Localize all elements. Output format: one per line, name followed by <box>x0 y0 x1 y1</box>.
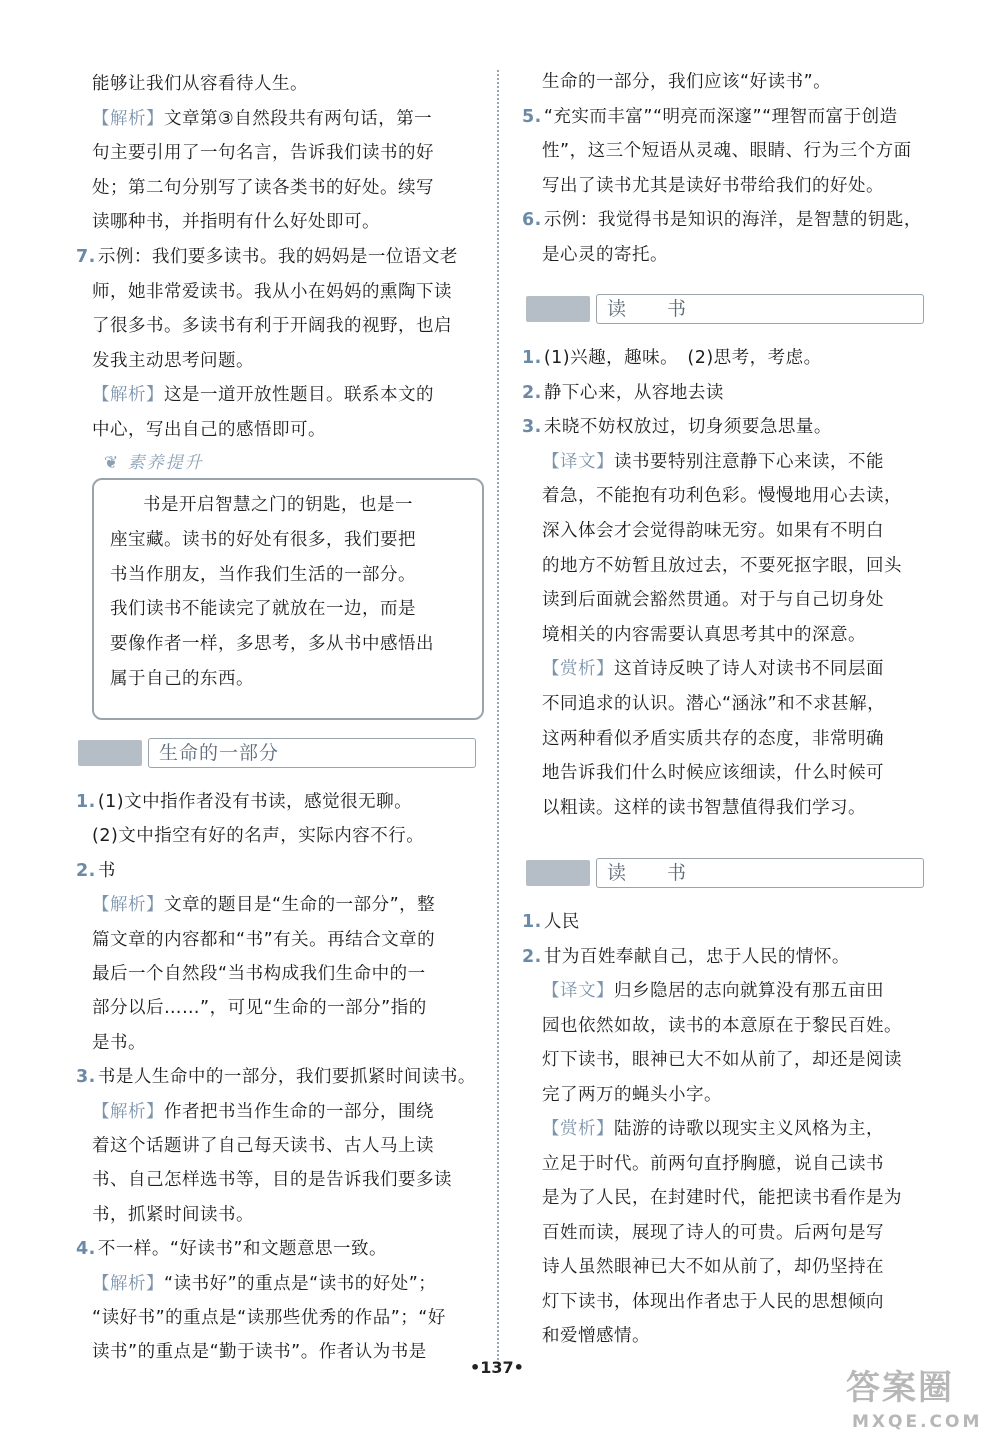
line-text: 以粗读。这样的读书智慧值得我们学习。 <box>542 797 866 818</box>
line-text: 写出了读书尤其是读好书带给我们的好处。 <box>542 175 884 196</box>
text-line <box>92 996 427 1020</box>
tag-label: 【解析】 <box>92 385 164 406</box>
text-line <box>542 243 668 267</box>
item-number: 2. <box>522 382 542 403</box>
text-line <box>542 1152 884 1176</box>
line-text: 甘为百姓奉献自己，忠于人民的情怀。 <box>543 946 850 967</box>
text-line <box>92 107 432 131</box>
line-text: “读好书”的重点是“读那些优秀的作品”；“好 <box>92 1308 446 1328</box>
tag-label: 【译文】 <box>542 981 614 1001</box>
line-text: 不同追求的认识。潜心“涵泳”和不求甚解， <box>542 694 886 714</box>
text-line <box>92 928 435 952</box>
text-line <box>542 519 884 543</box>
section-title-box <box>596 294 924 324</box>
line-text: 文章第③自然段共有两句话，第一 <box>164 108 433 129</box>
box-line: 属于自己的东西。 <box>110 669 254 689</box>
line-text: 的地方不妨暂且放过去，不要死抠字眼，回头 <box>542 555 902 576</box>
text-line <box>522 208 922 232</box>
text-line <box>542 657 884 681</box>
text-line <box>542 1324 650 1348</box>
text-line <box>542 450 884 474</box>
line-text: 最后一个自然段“当书构成我们生命中的一 <box>92 964 426 984</box>
text-line <box>92 418 326 442</box>
line-text: 诗人虽然眼神已大不如从前了，却仍坚持在 <box>542 1257 884 1277</box>
line-text: 未晓不妨权放过，切身须要急思量。 <box>543 417 832 438</box>
text-line <box>542 761 884 785</box>
line-text: 这首诗反映了诗人对读书不同层面 <box>614 659 884 680</box>
line-text: 立足于时代。前两句直抒胸臆，说自己读书 <box>542 1153 884 1174</box>
text-line <box>92 72 308 96</box>
line-text: 深入体会才会觉得韵味无穷。如果有不明白 <box>542 521 884 541</box>
watermark-text: 答案圈 <box>846 1368 954 1408</box>
text-line <box>542 1117 884 1141</box>
text-line <box>92 824 424 848</box>
line-text: 着急，不能抱有功利色彩。慢慢地用心去读， <box>542 486 902 507</box>
text-line <box>92 1340 427 1364</box>
text-line <box>76 245 458 269</box>
text-line <box>92 314 452 338</box>
line-text: 不一样。“好读书”和文题意思一致。 <box>97 1239 387 1260</box>
text-line <box>542 174 884 198</box>
line-text: 地告诉我们什么时候应该细读，什么时候可 <box>542 763 884 784</box>
text-line <box>92 1031 146 1055</box>
text-line <box>542 1014 902 1038</box>
watermark-url: MXQE.COM <box>852 1412 983 1432</box>
item-number: 2. <box>76 860 96 881</box>
text-line <box>92 1134 434 1158</box>
text-line <box>542 623 866 647</box>
line-text: 部分以后……”，可见“生命的一部分”指的 <box>92 998 427 1019</box>
text-line <box>92 1306 446 1330</box>
column-divider <box>497 70 499 1360</box>
box-title-text: 素养提升 <box>127 453 204 473</box>
text-line <box>92 176 434 200</box>
line-text: 着这个话题讲了自己每天读书、古人马上读 <box>92 1136 434 1156</box>
line-text: 中心，写出自己的感悟即可。 <box>92 420 326 440</box>
tag-label: 【解析】 <box>92 1101 164 1122</box>
text-line <box>76 1065 476 1089</box>
text-line <box>542 1290 884 1314</box>
text-line <box>76 1237 387 1261</box>
line-text: 读书要特别注意静下心来读，不能 <box>614 451 884 472</box>
line-text: 境相关的内容需要认真思考其中的深意。 <box>542 624 866 645</box>
line-text: 是书。 <box>92 1032 146 1053</box>
text-line <box>92 1100 434 1124</box>
line-text: 作者把书当作生命的一部分，围绕 <box>164 1101 434 1122</box>
line-text: 陆游的诗歌以现实主义风格为主， <box>614 1119 884 1139</box>
text-line <box>92 893 435 917</box>
text-line <box>542 1083 722 1107</box>
section-label <box>526 860 590 886</box>
text-line <box>92 1203 254 1227</box>
line-text: 性”，这三个短语从灵魂、眼睛、行为三个方面 <box>542 141 912 161</box>
tag-label: 【赏析】 <box>542 659 614 680</box>
text-line <box>522 910 580 934</box>
text-line <box>522 346 822 370</box>
section-title: 生命的一部分 <box>159 742 280 764</box>
item-number: 6. <box>522 210 542 230</box>
item-number: 1. <box>522 348 542 368</box>
text-line <box>92 349 254 373</box>
text-line <box>92 1272 436 1296</box>
line-text: 这两种看似矛盾实质共存的态度，非常明确 <box>542 728 884 749</box>
item-number: 7. <box>76 247 96 267</box>
line-text: 百姓而读，展现了诗人的可贵。后两句是写 <box>542 1222 884 1243</box>
line-text: 读书”的重点是“勤于读书”。作者认为书是 <box>92 1342 427 1363</box>
section-title: 读 书 <box>607 862 688 884</box>
leaf-icon: ❦ <box>104 453 121 473</box>
line-text: 和爱憎感情。 <box>542 1326 650 1346</box>
item-number: 3. <box>76 1067 96 1088</box>
text-line <box>542 1048 902 1072</box>
line-text: 书 <box>97 860 116 881</box>
text-line <box>542 484 902 508</box>
box-title <box>104 450 204 476</box>
section-banner-right-2 <box>526 858 924 888</box>
line-text: 人民 <box>543 912 580 932</box>
text-line <box>522 945 850 969</box>
text-line <box>522 105 898 129</box>
line-text: “充实而丰富”“明亮而深邃”“理智而富于创造 <box>543 106 898 127</box>
line-text: 示例：我们要多读书。我的妈妈是一位语文老 <box>97 247 458 267</box>
line-text: 归乡隐居的志向就算没有那五亩田 <box>614 981 884 1001</box>
line-text: 是心灵的寄托。 <box>542 244 668 265</box>
line-text: 书、自己怎样选书等，目的是告诉我们要多读 <box>92 1170 452 1191</box>
text-line <box>92 962 426 986</box>
line-text: (1)文中指作者没有书读，感觉很无聊。 <box>97 792 413 812</box>
line-text: (2)文中指空有好的名声，实际内容不行。 <box>92 826 425 847</box>
item-number: 1. <box>76 792 96 812</box>
text-line <box>542 554 902 578</box>
line-text: “读书好”的重点是“读书的好处”； <box>164 1273 437 1294</box>
line-text: 师，她非常爱读书。我从小在妈妈的熏陶下读 <box>92 281 452 302</box>
section-label <box>78 740 142 766</box>
line-text: 处；第二句分别写了读各类书的好处。续写 <box>92 177 434 198</box>
line-text: 书，抓紧时间读书。 <box>92 1204 254 1225</box>
text-line <box>542 139 912 163</box>
line-text: 生命的一部分，我们应该“好读书”。 <box>542 72 832 92</box>
item-number: 5. <box>522 106 542 127</box>
tag-label: 【解析】 <box>92 895 164 916</box>
line-text: 发我主动思考问题。 <box>92 350 254 371</box>
item-number: 1. <box>522 912 542 932</box>
line-text: 静下心来，从容地去读 <box>543 382 724 403</box>
text-line <box>542 1255 884 1279</box>
line-text: 园也依然如故，读书的本意原在于黎民百姓。 <box>542 1015 902 1036</box>
text-line <box>92 1168 452 1192</box>
page-number: •137• <box>470 1358 524 1377</box>
line-text: 读到后面就会豁然贯通。对于与自己切身处 <box>542 590 884 611</box>
line-text: 篇文章的内容都和“书”有关。再结合文章的 <box>92 929 436 950</box>
section-banner-right-1 <box>526 294 924 324</box>
box-line: 座宝藏。读书的好处有很多，我们要把 <box>110 529 416 550</box>
text-line <box>92 383 434 407</box>
line-text: 这是一道开放性题目。联系本文的 <box>164 385 434 406</box>
line-text: 句主要引用了一句名言，告诉我们读书的好 <box>92 143 434 164</box>
text-line <box>542 588 884 612</box>
box-line: 要像作者一样，多思考，多从书中感悟出 <box>110 634 434 655</box>
tag-label: 【解析】 <box>92 1273 164 1294</box>
line-text: 灯下读书，体现出作者忠于人民的思想倾向 <box>542 1291 884 1312</box>
box-line: 书是开启智慧之门的钥匙，也是一 <box>143 495 413 515</box>
text-line <box>522 381 724 405</box>
tag-label: 【解析】 <box>92 108 164 129</box>
tag-label: 【译文】 <box>542 451 614 472</box>
text-line <box>542 692 885 716</box>
text-line <box>522 415 832 439</box>
line-text: 书是人生命中的一部分，我们要抓紧时间读书。 <box>97 1067 476 1088</box>
text-line <box>92 280 452 304</box>
text-line <box>542 70 831 94</box>
section-label <box>526 296 590 322</box>
item-number: 3. <box>522 417 542 438</box>
text-line <box>542 1221 884 1245</box>
line-text: (1)兴趣，趣味。 (2)思考，考虑。 <box>543 348 822 368</box>
box-line: 我们读书不能读完了就放在一边，而是 <box>110 599 416 620</box>
section-title-box <box>148 738 476 768</box>
text-line <box>92 141 434 165</box>
line-text: 示例：我觉得书是知识的海洋，是智慧的钥匙， <box>543 210 922 230</box>
line-text: 完了两万的蝇头小字。 <box>542 1084 722 1105</box>
section-title-box <box>596 858 924 888</box>
line-text: 灯下读书，眼神已大不如从前了，却还是阅读 <box>542 1050 902 1070</box>
text-line <box>542 796 866 820</box>
item-number: 4. <box>76 1239 96 1260</box>
line-text: 文章的题目是“生命的一部分”，整 <box>164 895 436 916</box>
line-text: 是为了人民，在封建时代，能把读书看作是为 <box>542 1188 902 1208</box>
text-line <box>542 1186 902 1210</box>
section-title: 读 书 <box>607 298 688 320</box>
text-line <box>76 859 116 883</box>
text-line <box>542 727 884 751</box>
text-line <box>542 979 884 1003</box>
text-line <box>76 790 412 814</box>
line-text: 读哪种书，并指明有什么好处即可。 <box>92 212 380 233</box>
tag-label: 【赏析】 <box>542 1119 614 1139</box>
line-text: 了很多书。多读书有利于开阔我的视野，也启 <box>92 316 452 337</box>
box-line: 书当作朋友，当作我们生活的一部分。 <box>110 564 416 585</box>
line-text: 能够让我们从容看待人生。 <box>92 74 308 94</box>
item-number: 2. <box>522 946 542 967</box>
watermark <box>836 1368 986 1438</box>
text-line <box>92 210 380 234</box>
section-banner-left <box>78 738 476 768</box>
